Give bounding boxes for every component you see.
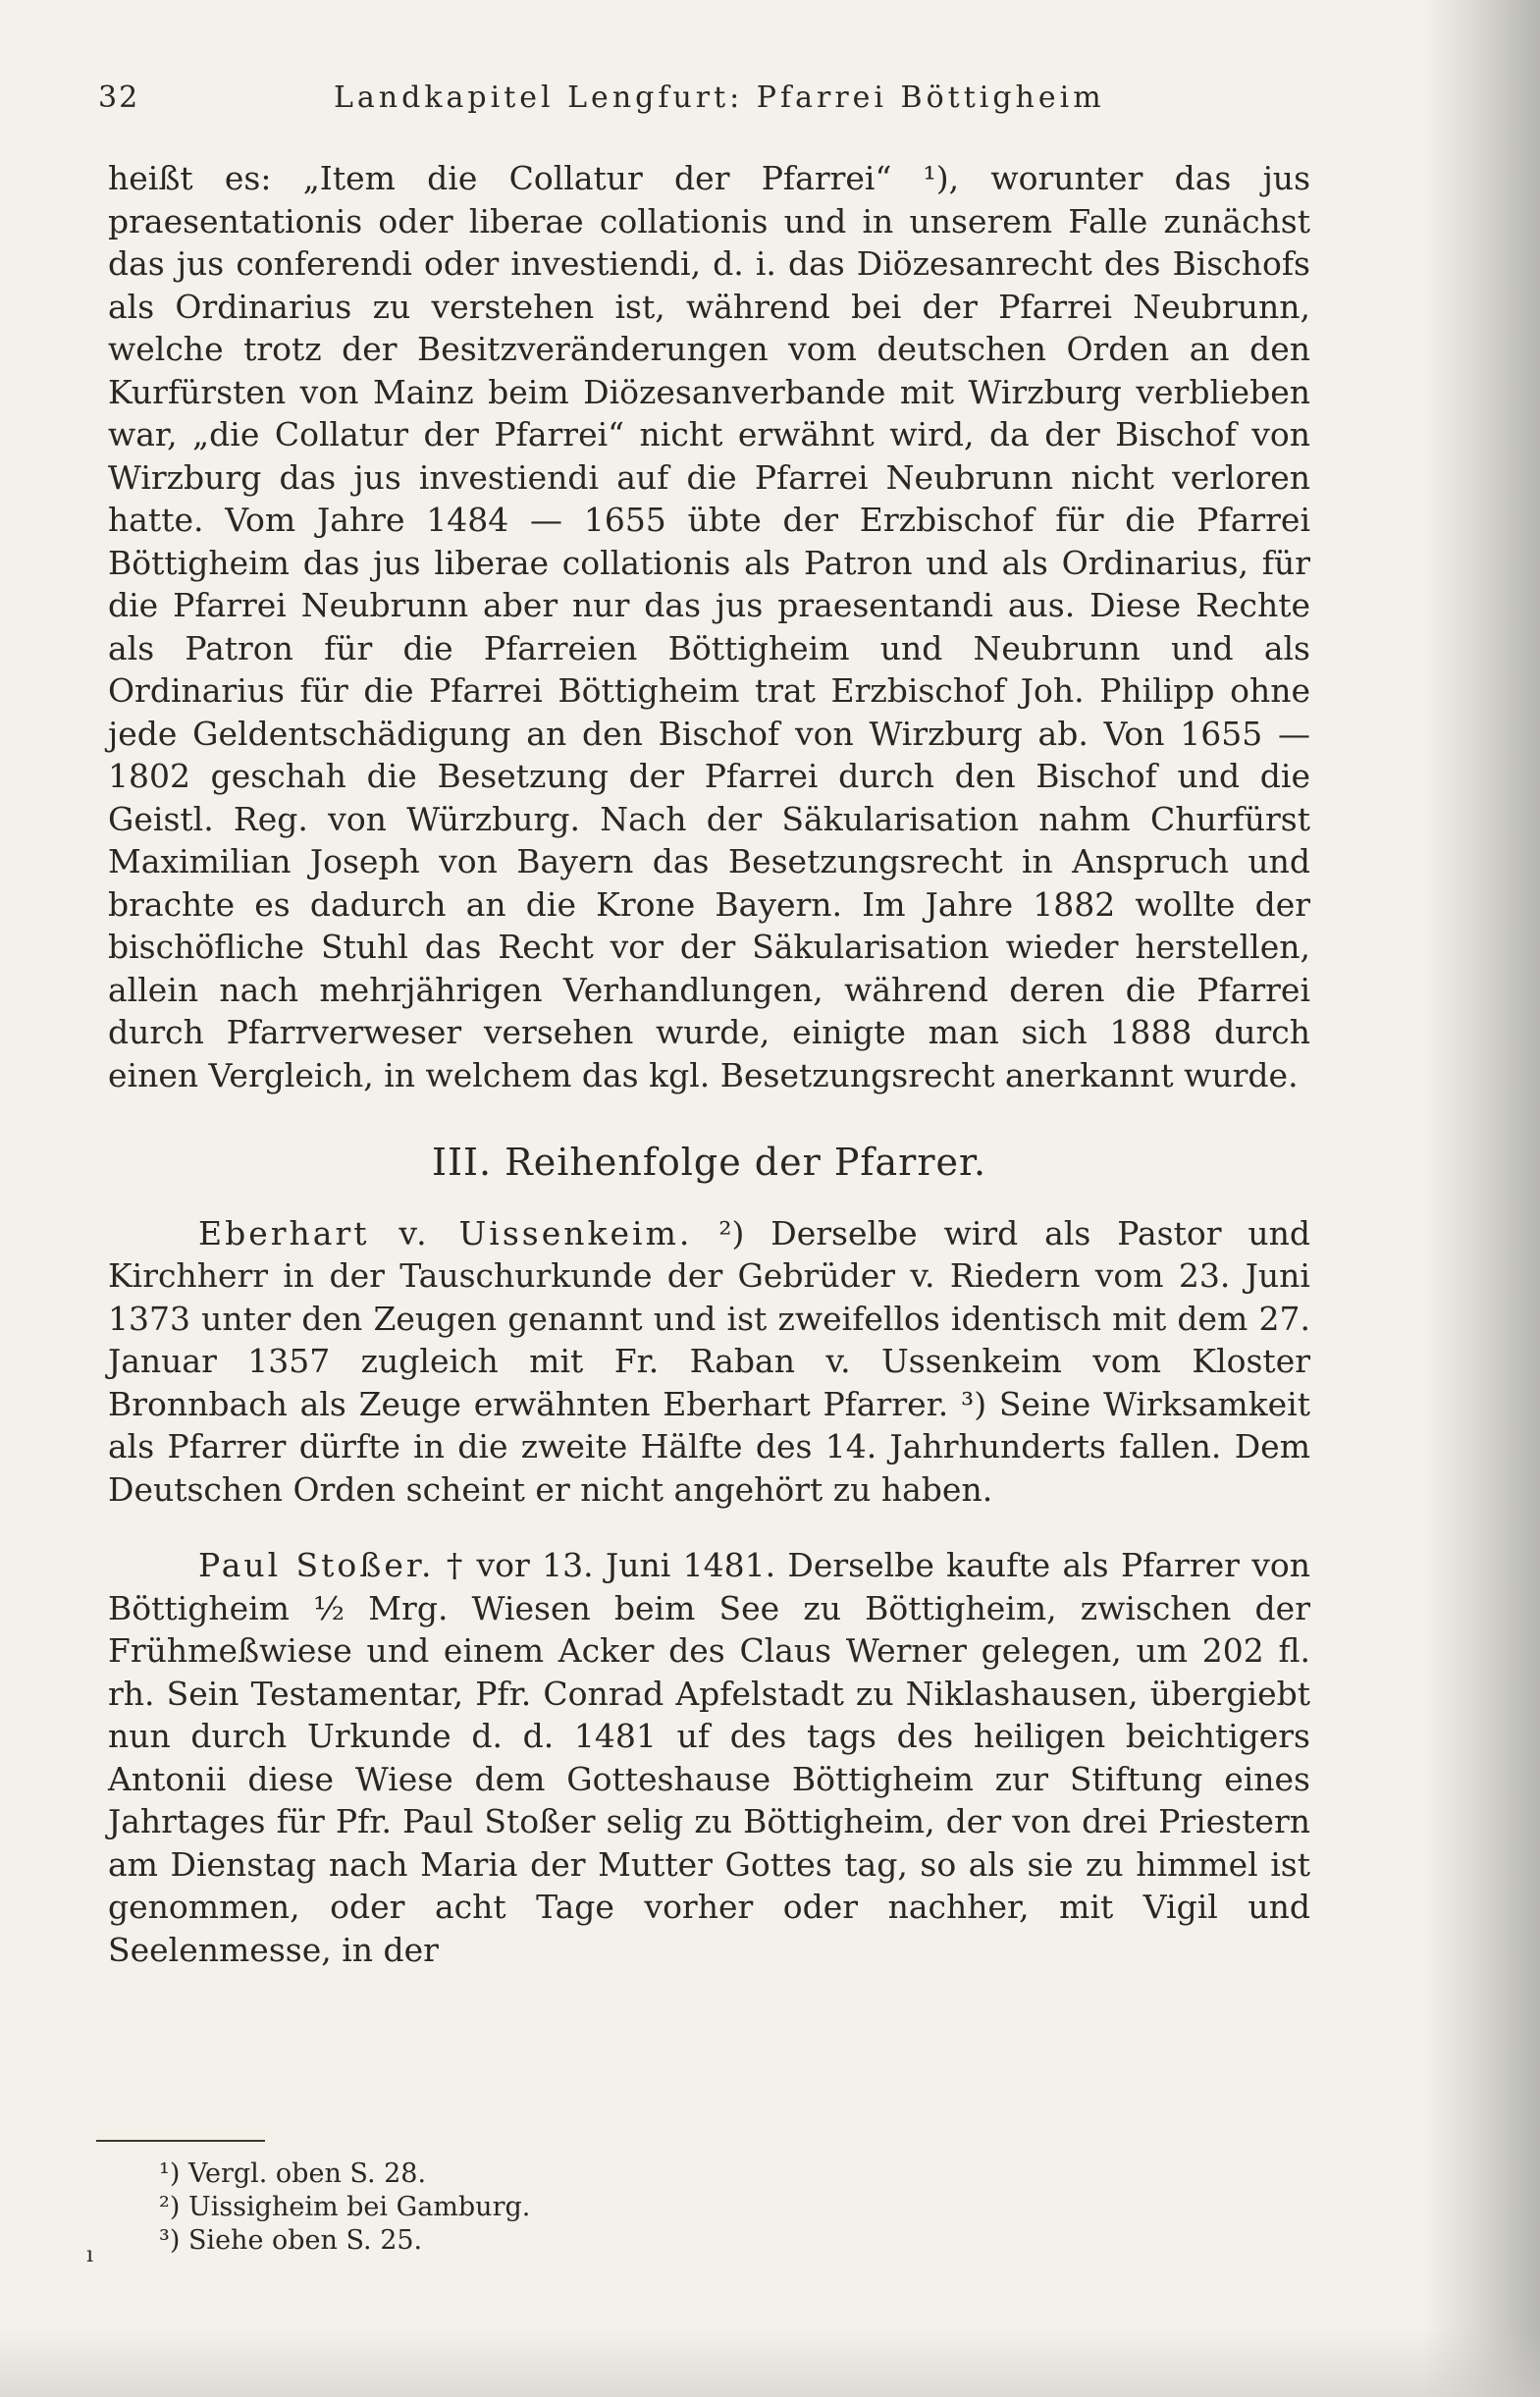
footnote-2: ²) Uissigheim bei Gamburg. — [159, 2192, 531, 2222]
entry-paul-stosser — [108, 1544, 1310, 1971]
entry-text: † vor 13. Juni 1481. Derselbe kaufte als Pfarrer von Böttigheim ½ Mrg. Wiesen beim See zu Böttigheim, zwischen der Frühmeßwiese und einem Acker des Claus Werner gelegen, um 202 fl. rh. Sein Testamentar, Pfr. Conrad Apfelstadt zu Niklashausen, übergiebt nun durch Urkunde d. d. 1481 uf des tags des heiligen beichtigers Antonii diese Wiese dem Gotteshause Böttigheim zur Stiftung eines Jahrtages für Pfr. Paul Stoßer selig zu Böttigheim, der von drei Priestern am Dienstag nach Maria der Mutter Gottes tag, so als sie zu himmel ist genommen, oder acht Tage vorher oder nachher, mit Vigil und Seelenmesse, in der — [108, 1546, 1311, 1969]
paragraph-collatur: heißt es: „Item die Collatur der Pfarrei“ ¹), worunter das jus praesentationis oder liberae collationis und in unserem Falle zunächst das jus conferendi oder investiendi, d. i. das Diözesanrecht des Bischofs als Ordinarius zu verstehen ist, während bei der Pfarrei Neubrunn, welche trotz der Besitzveränderungen vom deutschen Orden an den Kurfürsten von Mainz beim Diözesanverbande mit Wirzburg verblieben war, „die Collatur der Pfarrei“ nicht erwähnt wird, da der Bischof von Wirzburg das jus investiendi auf die Pfarrei Neubrunn nicht verloren hatte. Vom Jahre 1484 — 1655 übte der Erzbischof für die Pfarrei Böttigheim das jus liberae collationis als Patron und als Ordinarius, für die Pfarrei Neubrunn aber nur das jus praesentandi aus. Diese Rechte als Patron für die Pfarreien Böttigheim und Neubrunn und als Ordinarius für die Pfarrei Böttigheim trat Erzbischof Joh. Philipp ohne jede Geldentschädigung an den Bischof von Wirzburg ab. Von 1655 — 1802 geschah die Besetzung der Pfarrei durch den Bischof und die Geistl. Reg. von Würzburg. Nach der Säkularisation nahm Churfürst Maximilian Joseph von Bayern das Besetzungsrecht in Anspruch und brachte es dadurch an die Krone Bayern. Im Jahre 1882 wollte der bischöfliche Stuhl das Recht vor der Säkularisation wieder herstellen, allein nach mehrjährigen Verhandlungen, während deren die Pfarrei durch Pfarrverweser versehen wurde, einigte man sich 1888 durch einen Vergleich, in welchem das kgl. Besetzungsrecht anerkannt wurde. — [108, 159, 1310, 1094]
entry-text: ²) Derselbe wird als Pastor und Kirchherr in der Tauschurkunde der Gebrüder v. Riedern vom 23. Juni 1373 unter den Zeugen genannt und ist zweifellos identisch mit dem 27. Januar 1357 zugleich mit Fr. Raban v. Ussenkeim vom Kloster Bronnbach als Zeuge erwähnten Eberhart Pfarrer. ³) Seine Wirksamkeit als Pfarrer dürfte in die zweite Hälfte des 14. Jahrhunderts fallen. Dem Deutschen Orden scheint er nicht angehört zu haben. — [108, 1213, 1310, 1509]
footnote-1: ¹) Vergl. oben S. 28. — [159, 2158, 427, 2189]
body-text — [108, 157, 1310, 1971]
section-heading: III. Reihenfolge der Pfarrer. — [431, 1141, 987, 1184]
entry-name: Eberhart v. Uissenkeim. — [198, 1213, 693, 1252]
entry-eberhart — [108, 1212, 1310, 1512]
page-header — [98, 80, 1305, 120]
corner-mark: ı — [86, 2243, 94, 2267]
footnote-3: ³) Siehe oben S. 25. — [159, 2225, 423, 2256]
footnotes — [159, 2157, 530, 2258]
running-title: Landkapitel Lengfurt: Pfarrei Böttigheim — [334, 80, 1105, 115]
page-bottom-shadow — [0, 2328, 1540, 2397]
entry-name: Paul Stoßer. — [198, 1546, 435, 1584]
page-edge-shadow — [1422, 0, 1540, 2397]
footnote-divider — [96, 2140, 265, 2142]
page-number: 32 — [98, 80, 140, 115]
